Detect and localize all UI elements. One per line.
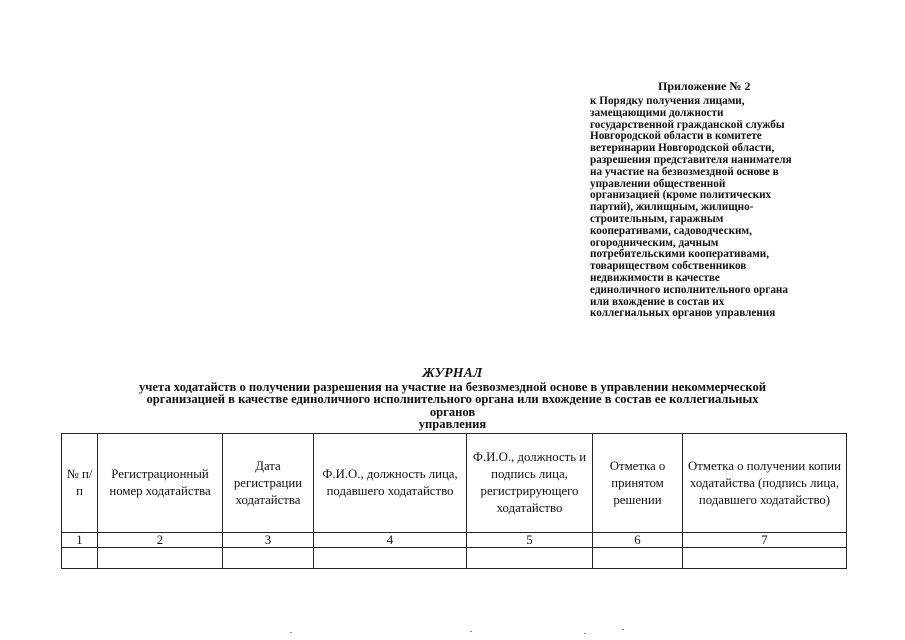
- appendix-line: единоличного исполнительного органа: [590, 283, 788, 296]
- column-number: 1: [62, 533, 98, 548]
- header-cell-registrar: Ф.И.О., должность и подпись лица, регистрирующего ходатайство: [467, 434, 593, 533]
- column-number: 5: [467, 533, 593, 548]
- appendix-line: или вхождение в состав их: [590, 295, 725, 308]
- column-number: 6: [593, 533, 683, 548]
- column-number: 7: [683, 533, 847, 548]
- header-cell-number: № п/п: [62, 434, 98, 533]
- empty-cell: [593, 548, 683, 569]
- table-row-empty: [62, 548, 847, 569]
- header-cell-decision: Отметка о принятом решении: [593, 434, 683, 533]
- appendix-line: разрешения представителя нанимателя: [590, 153, 792, 166]
- journal-subtitle-line: организацией в качестве единоличного исполнительного органа или вхождение в состав ее коллегиальных: [146, 392, 759, 407]
- column-number: 4: [314, 533, 467, 548]
- appendix-line: кооперативами, садоводческим,: [590, 224, 752, 237]
- empty-cell: [467, 548, 593, 569]
- empty-cell: [314, 548, 467, 569]
- appendix-line: управлении общественной: [590, 177, 726, 190]
- header-cell-registration-number: Регистрационный номер ходатайства: [98, 434, 223, 533]
- journal-subtitle: [60, 381, 845, 430]
- appendix-title: Приложение № 2: [658, 79, 751, 93]
- journal-subtitle-line: управления: [418, 416, 487, 431]
- appendix-line: к Порядку получения лицами,: [590, 95, 745, 107]
- column-number: 3: [223, 533, 314, 548]
- scan-speck: [470, 631, 472, 632]
- appendix-line: ветеринарии Новгородской области,: [590, 142, 775, 155]
- journal-title: ЖУРНАЛ: [422, 365, 483, 380]
- header-cell-applicant: Ф.И.О., должность лица, подавшего ходатайство: [314, 434, 467, 533]
- table-row-numbers: [62, 533, 847, 548]
- appendix-line: коллегиальных органов управления: [590, 307, 776, 320]
- scan-speck: [584, 633, 586, 634]
- appendix-line: недвижимости в качестве: [590, 271, 720, 284]
- appendix-text: [590, 96, 850, 320]
- scan-speck: [290, 632, 292, 633]
- appendix-line: потребительскими кооперативами,: [590, 248, 769, 261]
- empty-cell: [683, 548, 847, 569]
- appendix-line: замещающими должности: [590, 106, 724, 119]
- header-cell-registration-date: Дата регистрации ходатайства: [223, 434, 314, 533]
- journal-subtitle-line: учета ходатайств о получении разрешения на участие на безвозмездной основе в управлении некоммерческой: [139, 380, 766, 394]
- appendix-line: огородническим, дачным: [590, 236, 719, 249]
- journal-subtitle-line: органов: [429, 404, 476, 419]
- appendix-line: партий), жилищным, жилищно-: [590, 201, 754, 214]
- appendix-line: организацией (кроме политических: [590, 189, 772, 202]
- empty-cell: [223, 548, 314, 569]
- journal-table: [61, 433, 847, 569]
- header-cell-copy-receipt: Отметка о получении копии ходатайства (подпись лица, подавшего ходатайство): [683, 434, 847, 533]
- appendix-line: государственной гражданской службы: [590, 118, 785, 131]
- appendix-line: на участие на безвозмездной основе в: [590, 165, 779, 178]
- empty-cell: [62, 548, 98, 569]
- appendix-line: товариществом собственников: [590, 260, 747, 273]
- column-number: 2: [98, 533, 223, 548]
- table-header-row: [62, 434, 847, 533]
- appendix-line: строительным, гаражным: [590, 212, 724, 225]
- scan-speck: [622, 629, 624, 630]
- empty-cell: [98, 548, 223, 569]
- appendix-line: Новгородской области в комитете: [590, 130, 762, 143]
